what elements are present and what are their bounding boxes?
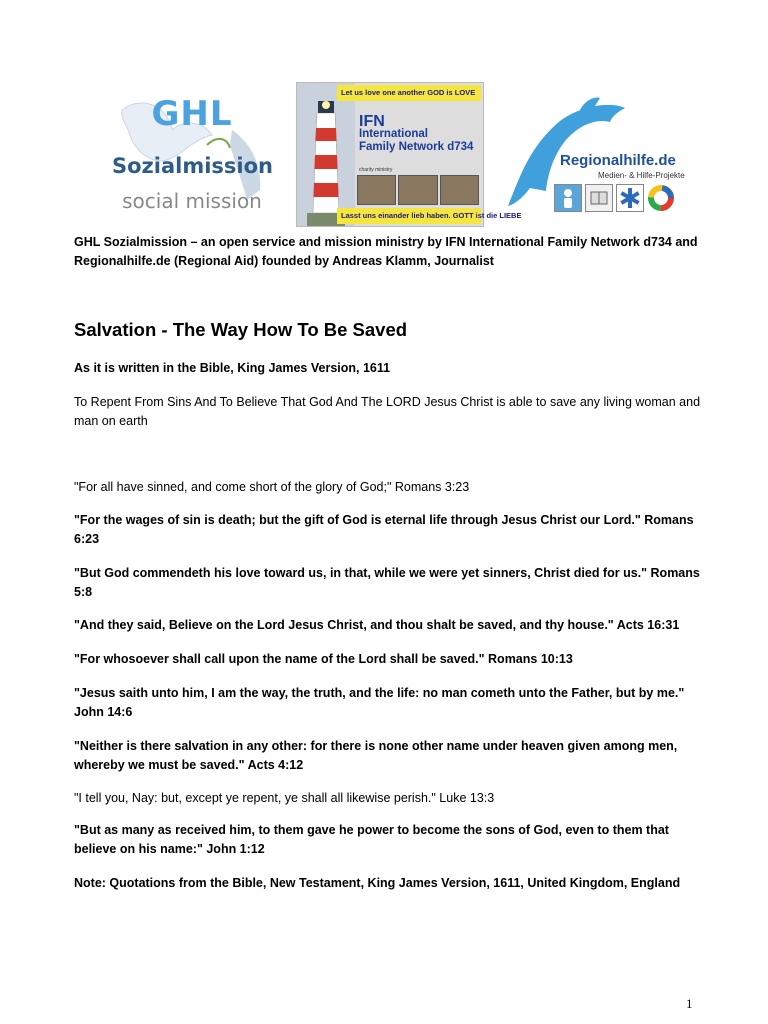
ghl-logo-line1: Sozialmission bbox=[112, 154, 273, 178]
verse-paragraph: "I tell you, Nay: but, except ye repent, ye shall all likewise perish." Luke 13:3 bbox=[74, 791, 495, 805]
regionalhilfe-logo-name: Regionalhilfe.de bbox=[560, 152, 676, 169]
note-paragraph: Note: Quotations from the Bible, New Testament, King James Version, 1611, United Kingdom, England bbox=[74, 876, 681, 890]
verse-paragraph: "Neither is there salvation in any other: for there is none other name under heaven given among men, whereby we must be saved." Acts 4:12 bbox=[74, 739, 678, 772]
page-number: 1 bbox=[686, 996, 693, 1011]
ghl-logo-line2: social mission bbox=[122, 189, 262, 213]
ifn-logo-abbr: IFN bbox=[359, 113, 385, 130]
ghl-logo-title: GHL bbox=[151, 94, 233, 134]
verse-paragraph: "For the wages of sin is death; but the gift of God is eternal life through Jesus Christ our Lord." Romans 6:23 bbox=[74, 513, 694, 546]
verse-paragraph: "Jesus saith unto him, I am the way, the truth, and the life: no man cometh unto the Father, but by me." John 14:6 bbox=[74, 686, 685, 719]
page-title: Salvation - The Way How To Be Saved bbox=[74, 319, 408, 340]
lead-paragraph: To Repent From Sins And To Believe That God And The LORD Jesus Christ is able to save any living woman and man on earth bbox=[74, 395, 701, 428]
photo-thumbnail bbox=[357, 175, 396, 205]
intro-paragraph: GHL Sozialmission – an open service and mission ministry by IFN International Family Network d734 and Regionalhilfe.de (Regional Aid) founded by Andreas Klamm, Journalist bbox=[74, 235, 698, 268]
subheading: As it is written in the Bible, King James Version, 1611 bbox=[74, 361, 391, 375]
ifn-bottom-banner: Lasst uns einander lieb haben. GOTT ist die LIEBE bbox=[337, 208, 481, 224]
verse-paragraph: "And they said, Believe on the Lord Jesus Christ, and thou shalt be saved, and thy house." Acts 16:31 bbox=[74, 618, 680, 632]
ifn-logo-full-name-2: Family Network d734 bbox=[359, 141, 474, 153]
verse-paragraph: "But God commendeth his love toward us, in that, while we were yet sinners, Christ died for us." Romans 5:8 bbox=[74, 566, 700, 599]
logo-row bbox=[0, 82, 768, 227]
ifn-photo-strip bbox=[357, 175, 479, 205]
regionalhilfe-logo bbox=[500, 96, 685, 222]
photo-thumbnail bbox=[440, 175, 479, 205]
verse-paragraph: "For all have sinned, and come short of the glory of God;" Romans 3:23 bbox=[74, 480, 470, 494]
regionalhilfe-logo-tagline: Medien- & Hilfe-Projekte bbox=[598, 171, 685, 180]
ifn-logo bbox=[296, 82, 522, 227]
verse-paragraph: "For whosoever shall call upon the name of the Lord shall be saved." Romans 10:13 bbox=[74, 652, 573, 666]
ifn-logo-name bbox=[359, 115, 473, 154]
lighthouse-icon bbox=[297, 83, 355, 226]
ifn-logo-tag: charity ministry bbox=[359, 167, 393, 173]
book-icon bbox=[585, 184, 613, 212]
medical-star-icon bbox=[616, 184, 644, 212]
ifn-logo-full-name-1: International bbox=[359, 128, 429, 140]
ghl-logo bbox=[112, 90, 272, 220]
ifn-top-banner: Let us love one another GOD is LOVE bbox=[337, 85, 481, 101]
color-ring-icon bbox=[647, 184, 675, 212]
photo-thumbnail bbox=[398, 175, 437, 205]
person-icon bbox=[554, 184, 582, 212]
regionalhilfe-icon-row bbox=[554, 184, 675, 212]
verse-paragraph: "But as many as received him, to them gave he power to become the sons of God, even to them that believe on his name:" John 1:12 bbox=[74, 823, 669, 856]
